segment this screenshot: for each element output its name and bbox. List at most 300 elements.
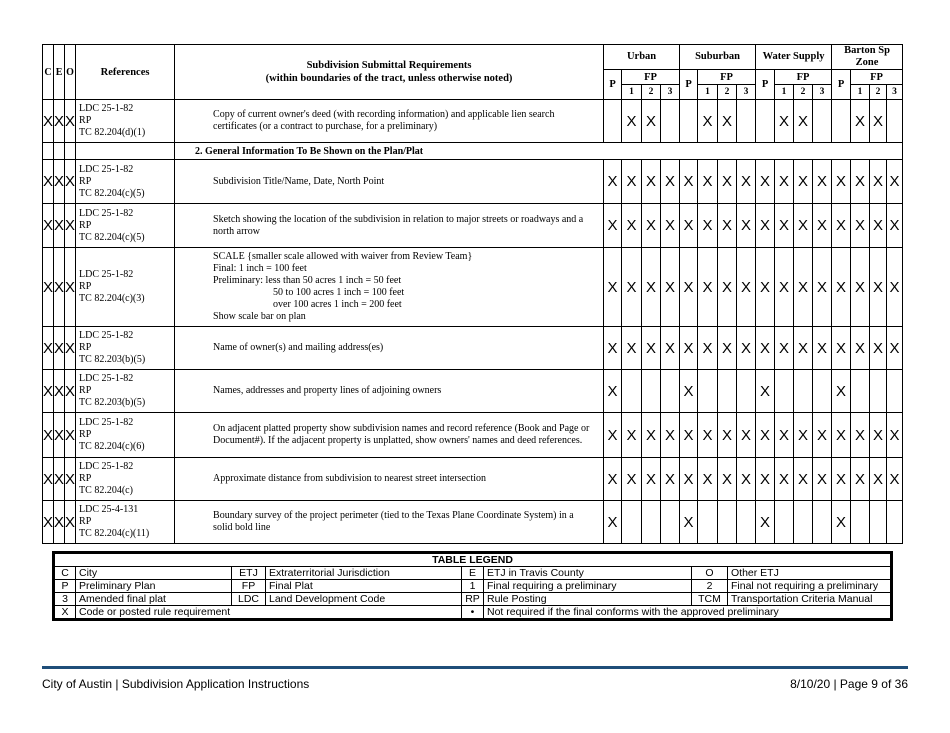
table-row — [43, 458, 903, 501]
section-empty-cell — [54, 143, 65, 160]
legend-description: Code or posted rule requirement — [76, 606, 462, 620]
legend-description: Preliminary Plan — [76, 580, 232, 593]
urban-fp3-mark: X — [661, 327, 680, 370]
requirements-subtitle: (within boundaries of the tract, unless otherwise noted) — [265, 73, 513, 84]
other-etj-mark: X — [65, 248, 76, 327]
suburban-fp3-mark: X — [737, 160, 756, 204]
reference-line: RP — [79, 115, 92, 126]
urban-fp2-mark — [642, 370, 661, 413]
urban-fp3-mark: X — [661, 160, 680, 204]
urban-fp2-mark: X — [642, 160, 661, 204]
reference-line: TC 82.204(c) — [79, 485, 133, 496]
col-header-o: O — [65, 45, 76, 100]
suburban-fp1-mark: X — [698, 204, 718, 248]
col-header-e: E — [54, 45, 65, 100]
water-supply-fp1-mark: X — [775, 327, 794, 370]
water-supply-fp3-mark — [813, 370, 832, 413]
legend-description: Final requiring a preliminary — [484, 580, 692, 593]
etj-travis-mark: X — [54, 327, 65, 370]
references-cell — [76, 501, 175, 544]
table-row — [43, 501, 903, 544]
city-mark: X — [43, 413, 54, 458]
urban-fp1-mark — [622, 501, 642, 544]
water-supply-fp1-mark: X — [775, 458, 794, 501]
legend-description: Transportation Criteria Manual — [728, 593, 892, 606]
water-supply-fp1-mark — [775, 501, 794, 544]
requirement-line: Boundary survey of the project perimeter (tied to the Texas Plane Coordinate System) in a solid bold line — [213, 510, 574, 533]
table-row — [43, 248, 903, 327]
suburban-fp2-mark: X — [718, 160, 737, 204]
legend-description: City — [76, 567, 232, 580]
barton-fp3-mark: X — [887, 327, 903, 370]
water-supply-fp3-mark: X — [813, 160, 832, 204]
water-supply-p-mark: X — [756, 160, 775, 204]
suburban-fp3-mark: X — [737, 458, 756, 501]
suburban-p-mark: X — [680, 501, 698, 544]
water-supply-p-mark: X — [756, 370, 775, 413]
barton-fp3-mark: X — [887, 204, 903, 248]
legend-description: Final Plat — [266, 580, 462, 593]
barton-fp1-mark: X — [851, 204, 870, 248]
city-mark: X — [43, 204, 54, 248]
etj-travis-mark: X — [54, 248, 65, 327]
suburban-p-mark — [680, 100, 698, 143]
water-supply-p-mark: X — [756, 458, 775, 501]
requirement-line: Copy of current owner's deed (with recording information) and applicable lien search certificates (or a contract to purchase, for a preliminary) — [213, 109, 555, 132]
suburban-fp-2: 2 — [718, 85, 737, 100]
group-header-water-supply: Water Supply — [756, 45, 832, 70]
barton-fp1-mark — [851, 501, 870, 544]
other-etj-mark: X — [65, 501, 76, 544]
barton-fp1-mark: X — [851, 248, 870, 327]
water-supply-fp2-mark: X — [794, 413, 813, 458]
suburban-p-mark: X — [680, 248, 698, 327]
reference-line: TC 82.204(c)(5) — [79, 231, 145, 243]
requirement-line: Final: 1 inch = 100 feet — [213, 263, 307, 274]
barton-fp2-mark: X — [870, 413, 887, 458]
requirement-line: SCALE {smaller scale allowed with waiver from Review Team} — [213, 251, 473, 262]
barton-p-mark: X — [832, 327, 851, 370]
reference-line: RP — [79, 385, 92, 396]
legend-description: Not required if the final conforms with the approved preliminary — [484, 606, 892, 620]
legend-code: • — [462, 606, 484, 620]
urban-fp1-mark: X — [622, 100, 642, 143]
water-supply-fp-header: FP — [775, 70, 832, 85]
reference-line: LDC 25-1-82 — [79, 207, 134, 219]
etj-travis-mark: X — [54, 501, 65, 544]
water-supply-fp2-mark: X — [794, 458, 813, 501]
water-supply-fp3-mark: X — [813, 413, 832, 458]
requirement-cell — [175, 370, 604, 413]
requirement-line: Name of owner(s) and mailing address(es) — [213, 342, 384, 353]
barton-fp-3: 3 — [887, 85, 903, 100]
table-row — [43, 413, 903, 458]
legend-description: ETJ in Travis County — [484, 567, 692, 580]
suburban-fp3-mark: X — [737, 204, 756, 248]
urban-fp1-mark: X — [622, 248, 642, 327]
suburban-fp1-mark: X — [698, 248, 718, 327]
water-supply-fp1-mark: X — [775, 160, 794, 204]
urban-fp1-mark: X — [622, 458, 642, 501]
urban-p-mark: X — [604, 160, 622, 204]
suburban-fp2-mark: X — [718, 248, 737, 327]
suburban-fp3-mark: X — [737, 413, 756, 458]
suburban-fp1-mark: X — [698, 100, 718, 143]
group-header-barton-springs: Barton Sp Zone — [832, 45, 903, 70]
legend-description: Land Development Code — [266, 593, 462, 606]
water-supply-fp2-mark: X — [794, 248, 813, 327]
suburban-fp2-mark — [718, 370, 737, 413]
suburban-fp3-mark — [737, 100, 756, 143]
suburban-fp-1: 1 — [698, 85, 718, 100]
urban-fp1-mark: X — [622, 327, 642, 370]
barton-fp-2: 2 — [870, 85, 887, 100]
reference-line: LDC 25-1-82 — [79, 163, 134, 175]
requirement-line: 50 to 100 acres 1 inch = 100 feet — [273, 287, 405, 298]
legend-code: X — [54, 606, 76, 620]
city-mark: X — [43, 370, 54, 413]
water-supply-fp2-mark: X — [794, 204, 813, 248]
water-supply-fp3-mark: X — [813, 327, 832, 370]
legend-code: 1 — [462, 580, 484, 593]
requirement-line: On adjacent platted property show subdivision names and record reference (Book and Page or Document#). If the adjacent property is unplatted, show owners' names and deed references. — [213, 423, 590, 446]
urban-p-mark: X — [604, 248, 622, 327]
water-supply-fp3-mark: X — [813, 248, 832, 327]
urban-fp2-mark — [642, 501, 661, 544]
reference-line: RP — [79, 473, 92, 484]
urban-p-mark: X — [604, 204, 622, 248]
suburban-fp1-mark: X — [698, 458, 718, 501]
urban-fp3-mark — [661, 501, 680, 544]
references-cell — [76, 204, 175, 248]
water-supply-fp2-mark — [794, 501, 813, 544]
urban-fp2-mark: X — [642, 413, 661, 458]
urban-fp3-mark: X — [661, 458, 680, 501]
requirement-cell — [175, 327, 604, 370]
urban-fp1-mark — [622, 370, 642, 413]
legend-row — [54, 593, 892, 606]
city-mark: X — [43, 501, 54, 544]
water-supply-fp3-mark: X — [813, 204, 832, 248]
legend-row — [54, 567, 892, 580]
other-etj-mark: X — [65, 100, 76, 143]
suburban-fp1-mark — [698, 501, 718, 544]
reference-line: RP — [79, 516, 92, 527]
urban-p-mark: X — [604, 327, 622, 370]
water-supply-fp1-mark: X — [775, 413, 794, 458]
suburban-fp3-mark: X — [737, 248, 756, 327]
suburban-fp1-mark: X — [698, 160, 718, 204]
urban-fp-2: 2 — [642, 85, 661, 100]
suburban-p-header: P — [680, 70, 698, 100]
reference-line: TC 82.204(c)(5) — [79, 187, 145, 199]
barton-fp2-mark: X — [870, 327, 887, 370]
legend-code: FP — [232, 580, 266, 593]
requirement-line: Subdivision Title/Name, Date, North Point — [213, 175, 385, 187]
references-cell — [76, 160, 175, 204]
urban-fp-header: FP — [622, 70, 680, 85]
requirement-line: Approximate distance from subdivision to nearest street intersection — [213, 473, 487, 484]
water-supply-fp3-mark: X — [813, 458, 832, 501]
barton-fp1-mark: X — [851, 100, 870, 143]
table-legend — [52, 551, 893, 621]
etj-travis-mark: X — [54, 370, 65, 413]
barton-p-header: P — [832, 70, 851, 100]
barton-fp1-mark: X — [851, 327, 870, 370]
suburban-p-mark: X — [680, 160, 698, 204]
requirement-cell — [175, 100, 604, 143]
other-etj-mark: X — [65, 160, 76, 204]
barton-fp2-mark: X — [870, 204, 887, 248]
other-etj-mark: X — [65, 370, 76, 413]
urban-fp3-mark: X — [661, 413, 680, 458]
water-supply-fp-2: 2 — [794, 85, 813, 100]
group-header-suburban: Suburban — [680, 45, 756, 70]
urban-p-mark — [604, 100, 622, 143]
water-supply-fp1-mark — [775, 370, 794, 413]
etj-travis-mark: X — [54, 458, 65, 501]
barton-p-mark: X — [832, 370, 851, 413]
water-supply-p-mark: X — [756, 327, 775, 370]
table-row — [43, 100, 903, 143]
urban-fp2-mark: X — [642, 458, 661, 501]
city-mark: X — [43, 327, 54, 370]
submittal-requirements-table — [42, 44, 903, 544]
suburban-fp3-mark — [737, 501, 756, 544]
reference-line: LDC 25-1-82 — [79, 103, 134, 114]
reference-line: TC 82.204(d)(1) — [79, 127, 146, 138]
section-empty-cell — [65, 143, 76, 160]
suburban-fp2-mark: X — [718, 413, 737, 458]
requirement-line: Sketch showing the location of the subdivision in relation to major streets or roadways and a north arrow — [213, 213, 584, 237]
barton-p-mark: X — [832, 413, 851, 458]
col-header-c: C — [43, 45, 54, 100]
suburban-fp-header: FP — [698, 70, 756, 85]
other-etj-mark: X — [65, 327, 76, 370]
reference-line: LDC 25-1-82 — [79, 269, 134, 280]
col-header-requirements — [175, 45, 604, 100]
barton-fp1-mark: X — [851, 413, 870, 458]
requirement-line: Names, addresses and property lines of adjoining owners — [213, 385, 442, 396]
section-empty-cell — [43, 143, 54, 160]
section-empty-cell — [76, 143, 175, 160]
urban-fp2-mark: X — [642, 204, 661, 248]
footer-document-title: City of Austin | Subdivision Application Instructions — [42, 677, 310, 691]
requirement-line: over 100 acres 1 inch = 200 feet — [273, 299, 402, 310]
section-row — [43, 143, 903, 160]
water-supply-p-mark: X — [756, 501, 775, 544]
requirement-cell — [175, 204, 604, 248]
suburban-fp2-mark — [718, 501, 737, 544]
legend-description: Rule Posting — [484, 593, 692, 606]
legend-description: Amended final plat — [76, 593, 232, 606]
legend-code: C — [54, 567, 76, 580]
barton-fp3-mark: X — [887, 458, 903, 501]
legend-code: TCM — [692, 593, 728, 606]
urban-fp3-mark: X — [661, 248, 680, 327]
legend-code: 2 — [692, 580, 728, 593]
urban-fp1-mark: X — [622, 204, 642, 248]
suburban-fp2-mark: X — [718, 327, 737, 370]
references-cell — [76, 327, 175, 370]
table-row — [43, 370, 903, 413]
legend-code: P — [54, 580, 76, 593]
requirement-cell — [175, 413, 604, 458]
reference-line: LDC 25-4-131 — [79, 504, 139, 515]
legend-code: ETJ — [232, 567, 266, 580]
legend-code: 3 — [54, 593, 76, 606]
reference-line: RP — [79, 342, 92, 353]
group-header-urban: Urban — [604, 45, 680, 70]
suburban-p-mark: X — [680, 327, 698, 370]
legend-description: Extraterritorial Jurisdiction — [266, 567, 462, 580]
water-supply-p-mark: X — [756, 248, 775, 327]
water-supply-fp3-mark — [813, 501, 832, 544]
barton-fp2-mark: X — [870, 160, 887, 204]
barton-fp2-mark — [870, 370, 887, 413]
water-supply-p-mark: X — [756, 413, 775, 458]
etj-travis-mark: X — [54, 160, 65, 204]
legend-title: TABLE LEGEND — [54, 553, 892, 567]
footer-divider — [42, 666, 908, 669]
barton-fp2-mark: X — [870, 100, 887, 143]
reference-line: RP — [79, 281, 92, 292]
suburban-fp2-mark: X — [718, 458, 737, 501]
references-cell — [76, 248, 175, 327]
water-supply-fp-1: 1 — [775, 85, 794, 100]
barton-fp3-mark — [887, 100, 903, 143]
reference-line: LDC 25-1-82 — [79, 373, 134, 384]
table-row — [43, 160, 903, 204]
suburban-fp1-mark: X — [698, 413, 718, 458]
barton-fp3-mark: X — [887, 248, 903, 327]
table-row — [43, 204, 903, 248]
legend-code: E — [462, 567, 484, 580]
barton-p-mark: X — [832, 248, 851, 327]
urban-fp2-mark: X — [642, 248, 661, 327]
water-supply-fp2-mark — [794, 370, 813, 413]
urban-fp-3: 3 — [661, 85, 680, 100]
water-supply-fp-3: 3 — [813, 85, 832, 100]
barton-p-mark: X — [832, 501, 851, 544]
reference-line: RP — [79, 175, 92, 187]
urban-fp2-mark: X — [642, 100, 661, 143]
city-mark: X — [43, 248, 54, 327]
suburban-p-mark: X — [680, 413, 698, 458]
suburban-fp3-mark — [737, 370, 756, 413]
barton-fp1-mark: X — [851, 458, 870, 501]
reference-line: LDC 25-1-82 — [79, 417, 134, 428]
barton-fp1-mark — [851, 370, 870, 413]
urban-p-mark: X — [604, 458, 622, 501]
barton-fp2-mark: X — [870, 458, 887, 501]
water-supply-fp3-mark — [813, 100, 832, 143]
city-mark: X — [43, 160, 54, 204]
requirement-cell — [175, 248, 604, 327]
reference-line: LDC 25-1-82 — [79, 461, 134, 472]
suburban-p-mark: X — [680, 458, 698, 501]
barton-fp2-mark: X — [870, 248, 887, 327]
barton-fp-header: FP — [851, 70, 903, 85]
reference-line: RP — [79, 429, 92, 440]
water-supply-p-mark: X — [756, 204, 775, 248]
barton-p-mark — [832, 100, 851, 143]
other-etj-mark: X — [65, 413, 76, 458]
barton-p-mark: X — [832, 160, 851, 204]
water-supply-fp1-mark: X — [775, 248, 794, 327]
suburban-fp-3: 3 — [737, 85, 756, 100]
urban-fp3-mark — [661, 370, 680, 413]
references-cell — [76, 458, 175, 501]
section-title: 2. General Information To Be Shown on the Plan/Plat — [175, 143, 903, 160]
barton-p-mark: X — [832, 204, 851, 248]
barton-fp1-mark: X — [851, 160, 870, 204]
legend-row — [54, 580, 892, 593]
legend-description: Final not requiring a preliminary — [728, 580, 892, 593]
barton-fp3-mark — [887, 370, 903, 413]
legend-code: O — [692, 567, 728, 580]
water-supply-p-mark — [756, 100, 775, 143]
urban-p-header: P — [604, 70, 622, 100]
urban-p-mark: X — [604, 370, 622, 413]
other-etj-mark: X — [65, 204, 76, 248]
footer-date-page: 8/10/20 | Page 9 of 36 — [790, 677, 908, 691]
urban-fp1-mark: X — [622, 413, 642, 458]
reference-line: TC 82.204(c)(3) — [79, 293, 145, 304]
barton-fp3-mark — [887, 501, 903, 544]
reference-line: TC 82.203(b)(5) — [79, 397, 146, 408]
urban-fp3-mark — [661, 100, 680, 143]
legend-code: RP — [462, 593, 484, 606]
urban-fp-1: 1 — [622, 85, 642, 100]
reference-line: TC 82.204(c)(6) — [79, 441, 145, 452]
barton-fp-1: 1 — [851, 85, 870, 100]
barton-fp3-mark: X — [887, 413, 903, 458]
requirement-line: Preliminary: less than 50 acres 1 inch = 50 feet — [213, 275, 402, 286]
urban-fp1-mark: X — [622, 160, 642, 204]
water-supply-fp1-mark: X — [775, 204, 794, 248]
etj-travis-mark: X — [54, 413, 65, 458]
reference-line: TC 82.204(c)(11) — [79, 528, 150, 539]
reference-line: TC 82.203(b)(5) — [79, 354, 146, 365]
urban-p-mark: X — [604, 413, 622, 458]
requirements-title: Subdivision Submittal Requirements — [306, 60, 472, 71]
water-supply-fp2-mark: X — [794, 160, 813, 204]
suburban-p-mark: X — [680, 370, 698, 413]
city-mark: X — [43, 100, 54, 143]
requirement-cell — [175, 160, 604, 204]
water-supply-fp2-mark: X — [794, 100, 813, 143]
reference-line: LDC 25-1-82 — [79, 330, 134, 341]
suburban-p-mark: X — [680, 204, 698, 248]
references-cell — [76, 370, 175, 413]
suburban-fp1-mark — [698, 370, 718, 413]
city-mark: X — [43, 458, 54, 501]
suburban-fp2-mark: X — [718, 204, 737, 248]
water-supply-fp1-mark: X — [775, 100, 794, 143]
references-cell — [76, 100, 175, 143]
water-supply-p-header: P — [756, 70, 775, 100]
reference-line: RP — [79, 219, 92, 231]
requirement-cell — [175, 458, 604, 501]
requirement-line: Show scale bar on plan — [213, 311, 306, 322]
barton-fp2-mark — [870, 501, 887, 544]
legend-row — [54, 606, 892, 620]
urban-fp2-mark: X — [642, 327, 661, 370]
legend-code: LDC — [232, 593, 266, 606]
references-cell — [76, 413, 175, 458]
barton-p-mark: X — [832, 458, 851, 501]
